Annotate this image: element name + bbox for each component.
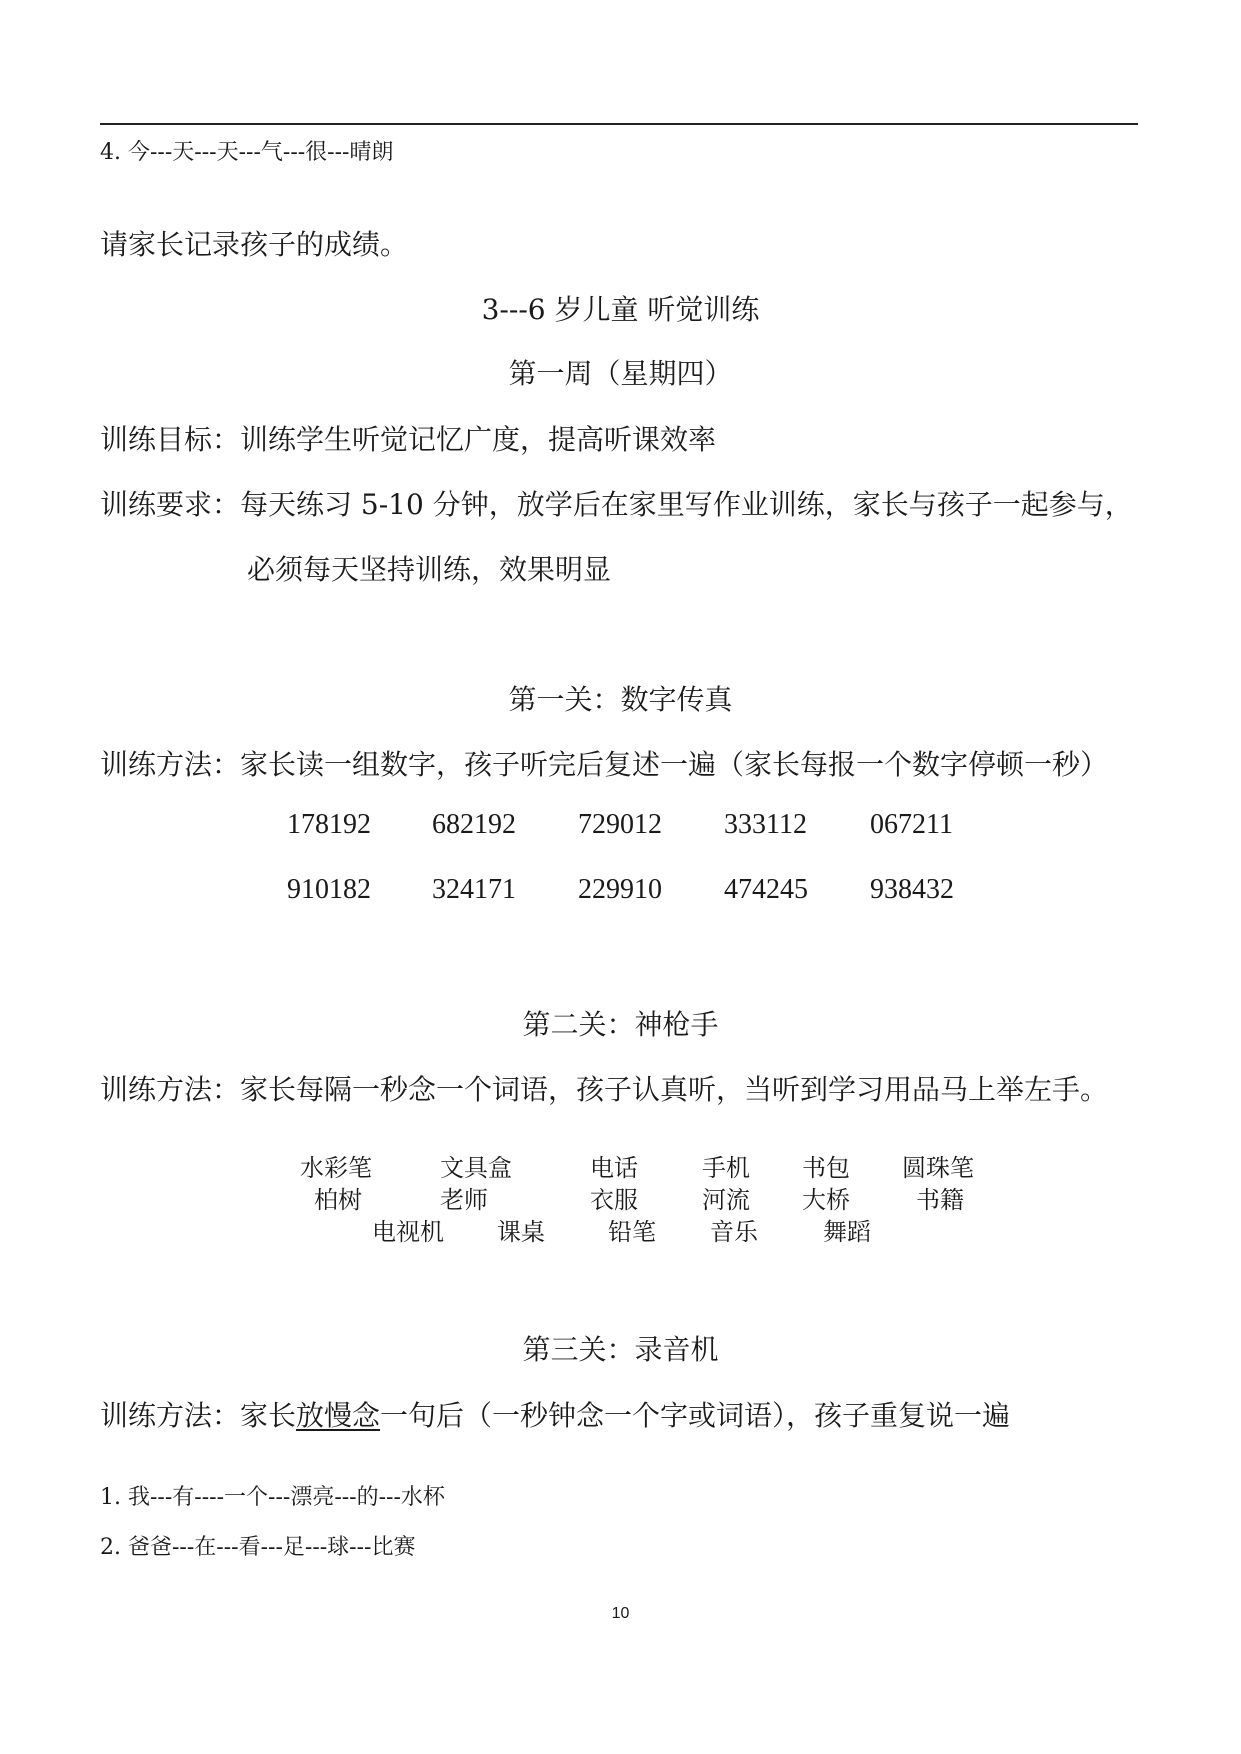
number-item: 682192 xyxy=(432,809,516,840)
level3-method-suffix: 一句后（一秒钟念一个字或词语），孩子重复说一遍 xyxy=(380,1399,1011,1432)
level3-method-prefix: 训练方法：家长 xyxy=(100,1399,297,1432)
word-item: 课桌 xyxy=(497,1218,545,1246)
number-item: 178192 xyxy=(287,809,371,840)
word-item: 河流 xyxy=(702,1186,750,1214)
word-item: 铅笔 xyxy=(608,1218,656,1246)
number-item: 729012 xyxy=(578,809,662,840)
level1-title: 第一关：数字传真 xyxy=(508,683,733,716)
training-goal: 训练目标：训练学生听觉记忆广度，提高听课效率 xyxy=(100,423,717,456)
top-rule xyxy=(100,123,1138,125)
word-item: 圆珠笔 xyxy=(902,1154,974,1182)
level3-method-underlined: 放慢念 xyxy=(296,1399,381,1432)
top-sentence-item: 4. 今---天---天---气---很---晴朗 xyxy=(100,140,394,165)
page-number: 10 xyxy=(611,1605,630,1622)
word-item: 大桥 xyxy=(802,1186,850,1214)
number-item: 333112 xyxy=(724,809,807,840)
number-item: 324171 xyxy=(432,874,516,905)
word-item: 衣服 xyxy=(590,1186,638,1214)
level3-method xyxy=(100,1394,1010,1434)
level2-method: 训练方法：家长每隔一秒念一个词语，孩子认真听，当听到学习用品马上举左手。 xyxy=(100,1073,1109,1106)
word-item: 电话 xyxy=(590,1154,638,1182)
level3-title: 第三关：录音机 xyxy=(522,1333,719,1366)
word-item: 书籍 xyxy=(916,1186,964,1214)
level2-title: 第二关：神枪手 xyxy=(522,1008,719,1041)
number-item: 229910 xyxy=(578,874,662,905)
word-item: 书包 xyxy=(802,1154,850,1182)
word-item: 文具盒 xyxy=(440,1154,512,1182)
word-item: 手机 xyxy=(702,1154,750,1182)
number-item: 938432 xyxy=(870,874,954,905)
word-item: 舞蹈 xyxy=(823,1218,871,1246)
parent-note: 请家长记录孩子的成绩。 xyxy=(100,228,409,261)
number-item: 910182 xyxy=(287,874,371,905)
week-heading: 第一周（星期四） xyxy=(508,357,733,390)
sentence-item-1: 1. 我---有----一个---漂亮---的---水杯 xyxy=(100,1485,445,1510)
word-item: 水彩笔 xyxy=(300,1154,372,1182)
word-item: 音乐 xyxy=(710,1218,758,1246)
word-item: 电视机 xyxy=(372,1218,444,1246)
word-item: 柏树 xyxy=(314,1186,362,1214)
training-requirement-line2: 必须每天坚持训练，效果明显 xyxy=(247,553,612,586)
number-item: 067211 xyxy=(870,809,953,840)
training-requirement-line1: 训练要求：每天练习 5-10 分钟，放学后在家里写作业训练，家长与孩子一起参与， xyxy=(100,488,1133,521)
number-item: 474245 xyxy=(724,874,808,905)
word-item: 老师 xyxy=(440,1186,488,1214)
sentence-item-2: 2. 爸爸---在---看---足---球---比赛 xyxy=(100,1535,416,1560)
level1-method: 训练方法：家长读一组数字，孩子听完后复述一遍（家长每报一个数字停顿一秒） xyxy=(100,748,1109,781)
page-title: 3---6 岁儿童 听觉训练 xyxy=(481,293,760,326)
